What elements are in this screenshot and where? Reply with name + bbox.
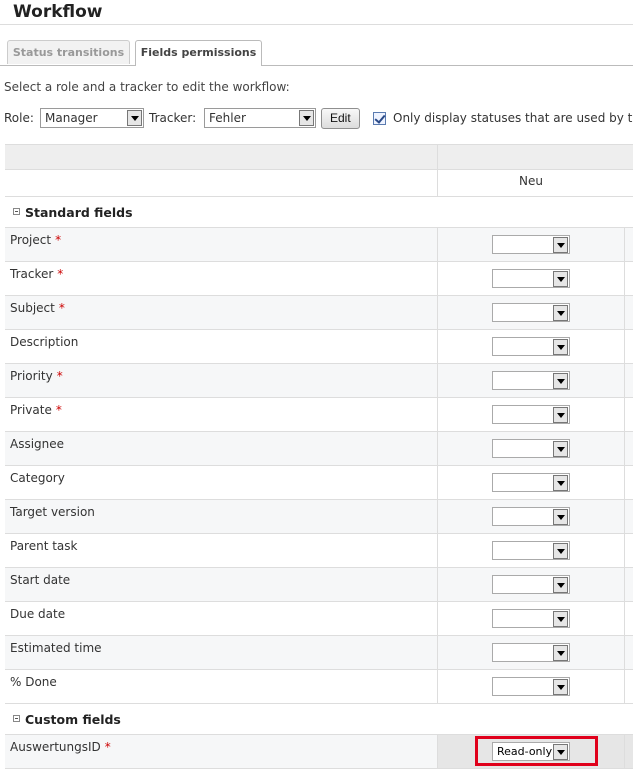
field-label: Start date bbox=[10, 573, 71, 587]
highlight-box bbox=[475, 736, 598, 766]
field-name bbox=[10, 675, 57, 689]
required-marker: * bbox=[104, 740, 111, 754]
required-marker: * bbox=[55, 403, 62, 417]
field-label: Tracker bbox=[10, 267, 54, 281]
required-marker: * bbox=[55, 233, 62, 247]
field-name bbox=[10, 369, 63, 383]
chevron-down-icon bbox=[553, 441, 568, 457]
field-name bbox=[10, 607, 65, 621]
chevron-down-icon bbox=[553, 271, 568, 287]
permission-select[interactable] bbox=[492, 337, 570, 356]
chevron-down-icon bbox=[553, 611, 568, 627]
field-name bbox=[10, 267, 63, 281]
field-label: Category bbox=[10, 471, 65, 485]
table-row bbox=[5, 398, 633, 432]
table-row bbox=[5, 735, 633, 769]
role-select-value: Manager bbox=[45, 111, 98, 125]
intro-text: Select a role and a tracker to edit the workflow: bbox=[4, 80, 290, 94]
permission-select[interactable] bbox=[492, 541, 570, 560]
tab-bar bbox=[0, 40, 633, 66]
table-row bbox=[5, 466, 633, 500]
chevron-down-icon bbox=[553, 543, 568, 559]
chevron-down-icon bbox=[553, 679, 568, 695]
table-header-top bbox=[5, 144, 633, 170]
permission-select[interactable] bbox=[492, 405, 570, 424]
field-label: Parent task bbox=[10, 539, 78, 553]
tracker-select-value: Fehler bbox=[209, 111, 246, 125]
field-name bbox=[10, 301, 65, 315]
required-marker: * bbox=[56, 369, 63, 383]
tracker-select[interactable] bbox=[204, 108, 316, 128]
chevron-down-icon bbox=[553, 509, 568, 525]
permission-select[interactable] bbox=[492, 371, 570, 390]
field-label: Project bbox=[10, 233, 52, 247]
field-name bbox=[10, 471, 65, 485]
permission-select[interactable] bbox=[492, 677, 570, 696]
permission-select[interactable] bbox=[492, 507, 570, 526]
field-name bbox=[10, 505, 95, 519]
group-title: Custom fields bbox=[25, 712, 121, 727]
title-divider bbox=[0, 24, 633, 25]
page-title: Workflow bbox=[13, 2, 103, 22]
group-title: Standard fields bbox=[25, 205, 133, 220]
table-row bbox=[5, 500, 633, 534]
chevron-down-icon bbox=[553, 373, 568, 389]
collapse-icon[interactable] bbox=[13, 715, 20, 722]
field-label: Assignee bbox=[10, 437, 65, 451]
required-marker: * bbox=[57, 267, 64, 281]
chevron-down-icon bbox=[553, 237, 568, 253]
field-label: Private bbox=[10, 403, 52, 417]
status-column-header: Neu bbox=[519, 174, 543, 188]
permission-select[interactable] bbox=[492, 473, 570, 492]
field-label: Priority bbox=[10, 369, 53, 383]
permission-select[interactable] bbox=[492, 235, 570, 254]
field-name bbox=[10, 573, 70, 587]
field-label: Estimated time bbox=[10, 641, 102, 655]
chevron-down-icon bbox=[553, 407, 568, 423]
field-name bbox=[10, 437, 64, 451]
table-header-status bbox=[5, 170, 633, 197]
tracker-label: Tracker: bbox=[149, 111, 197, 125]
table-row bbox=[5, 534, 633, 568]
field-name bbox=[10, 641, 102, 655]
field-label: AuswertungsID bbox=[10, 740, 101, 754]
required-marker: * bbox=[58, 301, 65, 315]
table-row bbox=[5, 364, 633, 398]
table-row bbox=[5, 432, 633, 466]
group-header bbox=[5, 197, 633, 228]
edit-button[interactable]: Edit bbox=[321, 108, 360, 129]
fields-permissions-table bbox=[5, 144, 633, 769]
collapse-icon[interactable] bbox=[13, 208, 20, 215]
chevron-down-icon bbox=[553, 305, 568, 321]
role-label: Role: bbox=[4, 111, 34, 125]
field-name bbox=[10, 539, 78, 553]
table-row bbox=[5, 228, 633, 262]
tab-fields-permissions[interactable]: Fields permissions bbox=[135, 40, 262, 66]
role-select[interactable] bbox=[40, 108, 144, 128]
field-label: % Done bbox=[10, 675, 57, 689]
permission-select-value: Read-only bbox=[497, 745, 553, 758]
permission-select[interactable] bbox=[492, 303, 570, 322]
chevron-down-icon bbox=[553, 339, 568, 355]
field-label: Target version bbox=[10, 505, 95, 519]
chevron-down-icon bbox=[553, 577, 568, 593]
table-row bbox=[5, 568, 633, 602]
field-label: Subject bbox=[10, 301, 55, 315]
table-row bbox=[5, 330, 633, 364]
field-name bbox=[10, 740, 111, 754]
group-header bbox=[5, 704, 633, 735]
table-row bbox=[5, 296, 633, 330]
permission-select[interactable] bbox=[492, 575, 570, 594]
permission-select[interactable] bbox=[492, 609, 570, 628]
permission-select[interactable] bbox=[492, 643, 570, 662]
field-name bbox=[10, 335, 78, 349]
table-row bbox=[5, 602, 633, 636]
only-used-statuses-checkbox[interactable] bbox=[373, 112, 386, 125]
table-row bbox=[5, 670, 633, 704]
table-row bbox=[5, 262, 633, 296]
field-name bbox=[10, 233, 61, 247]
tab-status-transitions[interactable]: Status transitions bbox=[7, 40, 130, 64]
only-used-statuses-label: Only display statuses that are used by t bbox=[393, 111, 633, 125]
permission-select[interactable] bbox=[492, 439, 570, 458]
chevron-down-icon bbox=[299, 110, 314, 126]
field-name bbox=[10, 403, 62, 417]
permission-select[interactable] bbox=[492, 269, 570, 288]
field-label: Description bbox=[10, 335, 79, 349]
chevron-down-icon bbox=[127, 110, 142, 126]
table-row bbox=[5, 636, 633, 670]
field-label: Due date bbox=[10, 607, 66, 621]
chevron-down-icon bbox=[553, 645, 568, 661]
chevron-down-icon bbox=[553, 475, 568, 491]
